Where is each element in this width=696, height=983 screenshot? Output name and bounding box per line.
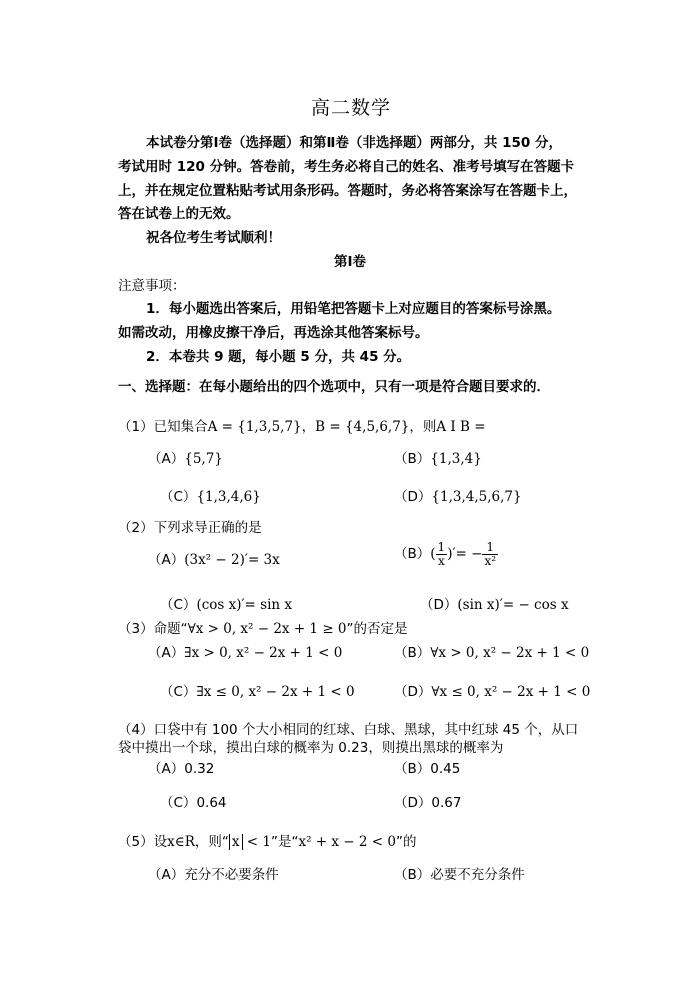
option-value: ∀x > 0, x² − 2x + 1 < 0	[430, 645, 590, 661]
question-4-line-1: （4）口袋中有 100 个大小相同的红球、白球、黑球，其中红球 45 个，从口	[118, 722, 579, 738]
option-value: {1,3,4}	[430, 451, 482, 467]
option-value: ∃x > 0, x² − 2x + 1 < 0	[184, 645, 343, 661]
intro-line-4: 答在试卷上的无效。	[118, 206, 240, 222]
question-2-stem: （2）下列求导正确的是	[118, 520, 262, 536]
quote-open-1: ，则“	[194, 834, 229, 850]
question-1-option-b	[394, 452, 482, 468]
question-5-tail: ”的	[395, 834, 417, 850]
question-3-option-c	[160, 685, 355, 701]
section-title: 第Ⅰ卷	[334, 254, 367, 270]
option-label: （C）	[160, 489, 197, 505]
page-title: 高二数学	[311, 97, 392, 119]
option-label: （B）	[394, 867, 431, 883]
question-1-label: （1）已知集合	[118, 419, 208, 435]
paren-open: (	[430, 546, 436, 563]
question-3-tail: ”的否定是	[346, 621, 408, 637]
option-value: 必要不充分条件	[430, 867, 525, 883]
fraction-one-over-x: $\frac{1}{x}$	[437, 540, 446, 568]
intro-line-2: 考试用时 120 分钟。答卷前，考生务必将自己的姓名、准考号填写在答题卡	[118, 159, 575, 175]
question-3-option-d	[394, 685, 590, 701]
option-label: （B）	[394, 546, 431, 563]
option-label: （B）	[394, 451, 431, 467]
option-value: (sin x)′= − cos x	[457, 597, 569, 613]
question-5-option-a	[148, 868, 279, 884]
part-heading: 一、选择题：在每小题给出的四个选项中，只有一项是符合题目要求的．	[118, 379, 550, 395]
question-4-line-2: 袋中摸出一个球，摸出白球的概率为 0.23，则摸出黑球的概率为	[118, 740, 504, 756]
option-label: （B）	[394, 645, 431, 661]
separator: ，	[301, 419, 316, 435]
quote-mid: ”是“	[270, 834, 299, 850]
question-2-option-a	[148, 553, 280, 569]
option-value: {5,7}	[184, 451, 223, 467]
question-3-option-a	[148, 646, 342, 662]
option-value: (3x² − 2)′= 3x	[184, 552, 280, 568]
option-label: （B）	[394, 761, 431, 777]
inequality-2: x² + x − 2 < 0	[298, 834, 396, 850]
proposition: ∀x > 0, x² − 2x + 1 ≥ 0	[187, 621, 347, 637]
question-2-option-d	[420, 598, 569, 614]
set-b-definition: B = {4,5,6,7}	[315, 419, 410, 435]
option-label: （A）	[148, 867, 185, 883]
option-value: (cos x)′= sin x	[196, 597, 293, 613]
intro-wish: 祝各位考生考试顺利！	[146, 230, 281, 246]
option-label: （C）	[160, 684, 197, 700]
option-value: ∃x ≤ 0, x² − 2x + 1 < 0	[196, 684, 355, 700]
notice-heading: 注意事项：	[118, 278, 186, 294]
question-2-option-c	[160, 598, 292, 614]
question-5-label: （5）设	[118, 834, 168, 850]
option-label: （C）	[160, 795, 197, 811]
option-value: 充分不必要条件	[184, 867, 279, 883]
condition: x∈R	[167, 834, 195, 850]
option-value: 0.64	[196, 795, 227, 811]
question-3-stem	[118, 622, 408, 638]
question-1-option-c	[160, 490, 261, 506]
option-value: {1,3,4,6}	[196, 489, 261, 505]
option-value: 0.67	[431, 795, 462, 811]
option-label: （A）	[148, 451, 185, 467]
intro-line-3: 上，并在规定位置粘贴考试用条形码。答题时，务必将答案涂写在答题卡上，	[118, 183, 577, 199]
option-label: （D）	[420, 597, 458, 613]
notice-item-1-line-1: 1．每小题选出答案后，用铅笔把答题卡上对应题目的答案标号涂黑。	[146, 301, 561, 317]
question-4-option-a	[148, 762, 214, 778]
question-1-then: ，则	[409, 419, 437, 435]
intro-line-1: 本试卷分第Ⅰ卷（选择题）和第Ⅱ卷（非选择题）两部分，共 150 分，	[146, 135, 562, 151]
option-label: （C）	[160, 597, 197, 613]
question-1-option-d	[394, 490, 522, 506]
option-value: 0.32	[184, 761, 215, 777]
question-4-option-d	[394, 796, 461, 812]
option-label: （D）	[394, 795, 432, 811]
question-5-stem	[118, 835, 416, 851]
option-value: 0.45	[430, 761, 461, 777]
option-label: （D）	[394, 489, 432, 505]
question-5-option-b	[394, 868, 525, 884]
fraction-one-over-x-squared: $\frac{1}{\text{x²}}$	[484, 540, 497, 568]
notice-item-1-line-2: 如需改动，用橡皮擦干净后，再选涂其他答案标号。	[118, 325, 429, 341]
option-label: （D）	[394, 684, 432, 700]
question-1-option-a	[148, 452, 223, 468]
option-value: ∀x ≤ 0, x² − 2x + 1 < 0	[431, 684, 591, 700]
option-label: （A）	[148, 552, 185, 568]
question-3-label: （3）命题“	[118, 621, 188, 637]
question-2-option-b	[394, 541, 498, 567]
set-a-definition: A = {1,3,5,7}	[207, 419, 302, 435]
question-1-expression: A I B =	[436, 419, 486, 435]
absolute-value-x: x	[229, 834, 243, 850]
derivative-equals: )′= −	[447, 546, 483, 563]
notice-item-2: 2．本卷共 9 题，每小题 5 分，共 45 分。	[146, 349, 411, 365]
option-value: {1,3,4,5,6,7}	[431, 489, 522, 505]
option-label: （A）	[148, 645, 185, 661]
question-4-option-b	[394, 762, 460, 778]
question-3-option-b	[394, 646, 589, 662]
inequality-1: < 1	[242, 834, 271, 850]
option-label: （A）	[148, 761, 185, 777]
question-4-option-c	[160, 796, 227, 812]
question-1-stem	[118, 420, 486, 436]
